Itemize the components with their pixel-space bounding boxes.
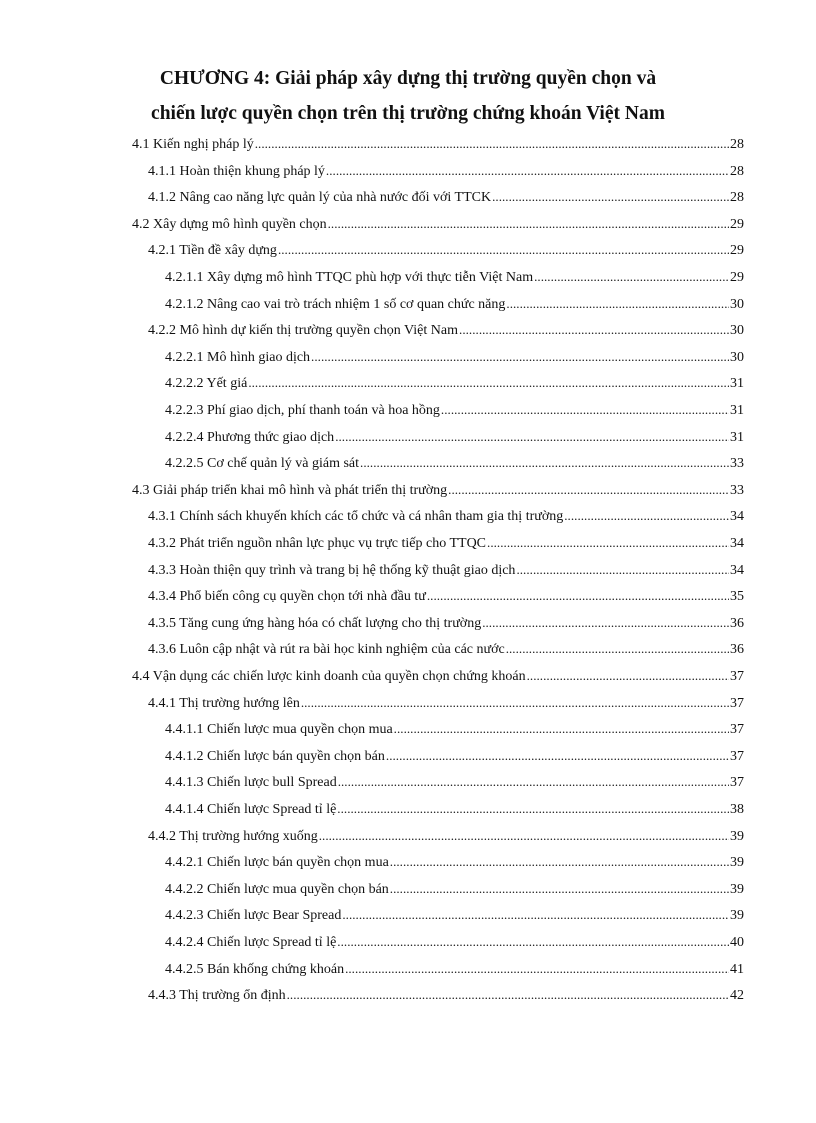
toc-dot-leader xyxy=(441,400,729,421)
toc-entry-label: 4.4.2.4 Chiến lược Spread tỉ lệ xyxy=(165,935,337,950)
toc-dot-leader xyxy=(255,134,729,155)
toc-entry-label: 4.3.1 Chính sách khuyến khích các tổ chức và cá nhân tham gia thị trường xyxy=(148,509,564,525)
toc-entry[interactable] xyxy=(148,533,744,553)
toc-entry-page-number: 33 xyxy=(730,482,744,498)
toc-entry-label: 4.2 Xây dựng mô hình quyền chọn xyxy=(132,216,327,232)
toc-entry-label: 4.2.2.1 Mô hình giao dịch xyxy=(165,349,311,365)
toc-entry[interactable] xyxy=(148,639,744,659)
toc-entry-page-number: 30 xyxy=(730,296,744,312)
toc-entry-page-number: 35 xyxy=(730,589,744,605)
toc-entry-label: 4.2.2 Mô hình dự kiến thị trường quyền chọn Việt Nam xyxy=(148,323,459,339)
toc-entry-label: 4.2.1 Tiền đề xây dựng xyxy=(148,243,277,259)
toc-entry-page-number: 36 xyxy=(730,615,744,631)
toc-dot-leader xyxy=(248,373,729,394)
toc-entry-label: 4.4 Vận dụng các chiến lược kinh doanh của quyền chọn chứng khoán xyxy=(132,669,526,684)
toc-entry[interactable] xyxy=(165,267,744,287)
toc-entry-page-number: 29 xyxy=(730,216,744,232)
toc-entry-label: 4.2.1.2 Nâng cao vai trò trách nhiệm 1 số cơ quan chức năng xyxy=(165,296,506,312)
toc-entry[interactable] xyxy=(165,453,744,473)
toc-entry-label: 4.4.2.1 Chiến lược bán quyền chọn mua xyxy=(165,855,389,871)
toc-dot-leader xyxy=(360,453,729,474)
toc-entry[interactable] xyxy=(148,613,744,633)
toc-entry-page-number: 28 xyxy=(730,190,744,206)
toc-dot-leader xyxy=(506,639,729,660)
toc-dot-leader xyxy=(287,985,729,1006)
toc-entry-page-number: 30 xyxy=(730,323,744,339)
toc-entry-label: 4.4.1.2 Chiến lược bán quyền chọn bán xyxy=(165,748,385,764)
toc-entry-label: 4.4.2 Thị trường hướng xuống xyxy=(148,828,318,844)
chapter-title-line-1: CHƯƠNG 4: Giải pháp xây dựng thị trường quyền chọn và xyxy=(159,68,657,89)
toc-dot-leader xyxy=(328,214,729,235)
toc-entry-label: 4.4.2.2 Chiến lược mua quyền chọn bán xyxy=(165,881,389,897)
toc-entry-page-number: 37 xyxy=(730,669,744,684)
toc-dot-leader xyxy=(338,772,729,793)
toc-entry-page-number: 41 xyxy=(730,961,744,977)
toc-entry-label: 4.3.6 Luôn cập nhật và rút ra bài học kinh nghiệm của các nước xyxy=(148,642,505,658)
toc-entry[interactable] xyxy=(165,347,744,367)
toc-entry-page-number: 37 xyxy=(730,722,744,738)
toc-entry[interactable] xyxy=(132,134,744,154)
toc-entry-page-number: 37 xyxy=(730,695,744,711)
toc-entry[interactable] xyxy=(148,693,744,713)
toc-entry[interactable] xyxy=(148,320,744,340)
toc-dot-leader xyxy=(311,347,729,368)
toc-entry-page-number: 34 xyxy=(730,562,744,578)
toc-dot-leader xyxy=(319,826,729,847)
toc-entry-label: 4.2.2.3 Phí giao dịch, phí thanh toán và hoa hồng xyxy=(165,403,440,418)
toc-entry-label: 4.2.2.5 Cơ chế quản lý và giám sát xyxy=(165,456,360,472)
toc-entry-page-number: 39 xyxy=(730,855,744,871)
toc-entry[interactable] xyxy=(148,586,744,606)
toc-entry-label: 4.2.2.2 Yết giá xyxy=(165,376,248,392)
toc-dot-leader xyxy=(337,799,729,820)
toc-entry-page-number: 28 xyxy=(730,137,744,152)
toc-entry-label: 4.3.4 Phổ biến công cụ quyền chọn tới nhà đầu tư xyxy=(148,589,426,605)
toc-entry-page-number: 29 xyxy=(730,270,744,285)
toc-dot-leader xyxy=(394,719,729,740)
toc-dot-leader xyxy=(326,161,729,182)
toc-dot-leader xyxy=(459,320,729,341)
toc-entry-page-number: 31 xyxy=(730,429,744,445)
toc-entry[interactable] xyxy=(132,666,744,686)
toc-entry[interactable] xyxy=(165,799,744,819)
toc-dot-leader xyxy=(390,879,729,900)
toc-entry-label: 4.1.2 Nâng cao năng lực quản lý của nhà nước đối với TTCK xyxy=(148,190,492,206)
toc-entry-label: 4.4.3 Thị trường ổn định xyxy=(148,988,286,1004)
toc-entry-label: 4.4.2.3 Chiến lược Bear Spread xyxy=(165,908,342,924)
toc-entry-page-number: 37 xyxy=(730,775,744,791)
toc-entry-label: 4.3 Giải pháp triển khai mô hình và phát triển thị trường xyxy=(132,482,448,498)
toc-entry-page-number: 40 xyxy=(730,935,744,950)
toc-dot-leader xyxy=(516,560,729,581)
toc-dot-leader xyxy=(482,613,729,634)
toc-dot-leader xyxy=(534,267,729,288)
toc-entry-label: 4.3.5 Tăng cung ứng hàng hóa có chất lượng cho thị trường xyxy=(148,615,482,631)
toc-entry-label: 4.2.2.4 Phương thức giao dịch xyxy=(165,429,335,445)
toc-entry-page-number: 39 xyxy=(730,828,744,844)
toc-entry[interactable] xyxy=(148,985,744,1005)
toc-entry-label: 4.2.1.1 Xây dựng mô hình TTQC phù hợp với thực tiễn Việt Nam xyxy=(165,270,534,285)
toc-entry-page-number: 36 xyxy=(730,642,744,658)
toc-entry[interactable] xyxy=(165,905,744,925)
toc-entry-label: 4.1 Kiến nghị pháp lý xyxy=(132,137,254,152)
toc-entry-label: 4.3.2 Phát triển nguồn nhân lực phục vụ trực tiếp cho TTQC xyxy=(148,536,487,551)
toc-dot-leader xyxy=(527,666,729,687)
toc-entry-label: 4.4.1.1 Chiến lược mua quyền chọn mua xyxy=(165,722,393,738)
toc-dot-leader xyxy=(427,586,729,607)
toc-entry[interactable] xyxy=(165,879,744,899)
toc-entry[interactable] xyxy=(148,560,744,580)
toc-entry-label: 4.1.1 Hoàn thiện khung pháp lý xyxy=(148,163,325,179)
toc-entry[interactable] xyxy=(165,852,744,872)
toc-entry-label: 4.4.1.3 Chiến lược bull Spread xyxy=(165,775,337,791)
toc-entry-page-number: 39 xyxy=(730,881,744,897)
toc-entry[interactable] xyxy=(165,719,744,739)
toc-entry-page-number: 31 xyxy=(730,376,744,392)
toc-entry-label: 4.4.2.5 Bán khống chứng khoán xyxy=(165,961,345,977)
toc-entry[interactable] xyxy=(148,826,744,846)
toc-entry-page-number: 34 xyxy=(730,536,744,551)
toc-dot-leader xyxy=(390,852,729,873)
toc-entry-page-number: 42 xyxy=(730,988,744,1004)
toc-entry-page-number: 33 xyxy=(730,456,744,472)
toc-entry[interactable] xyxy=(148,240,744,260)
toc-entry[interactable] xyxy=(165,373,744,393)
chapter-title-line-2: chiến lược quyền chọn trên thị trường chứng khoán Việt Nam xyxy=(151,103,665,124)
toc-dot-leader xyxy=(345,959,729,980)
toc-entry[interactable] xyxy=(132,214,744,234)
toc-entry[interactable] xyxy=(148,506,744,526)
toc-entry[interactable] xyxy=(165,959,744,979)
toc-dot-leader xyxy=(564,506,729,527)
toc-entry[interactable] xyxy=(165,427,744,447)
toc-entry-page-number: 31 xyxy=(730,403,744,418)
toc-entry-page-number: 30 xyxy=(730,349,744,365)
toc-entry-label: 4.4.1.4 Chiến lược Spread tỉ lệ xyxy=(165,802,337,817)
toc-entry[interactable] xyxy=(165,294,744,314)
toc-entry[interactable] xyxy=(165,746,744,766)
toc-dot-leader xyxy=(335,427,729,448)
toc-dot-leader xyxy=(301,693,729,714)
toc-entry[interactable] xyxy=(132,480,744,500)
toc-entry-label: 4.3.3 Hoàn thiện quy trình và trang bị hệ thống kỹ thuật giao dịch xyxy=(148,562,516,578)
toc-dot-leader xyxy=(487,533,729,554)
toc-entry-page-number: 37 xyxy=(730,748,744,764)
toc-dot-leader xyxy=(492,187,729,208)
toc-entry-page-number: 38 xyxy=(730,802,744,817)
toc-dot-leader xyxy=(386,746,729,767)
toc-entry[interactable] xyxy=(165,400,744,420)
toc-dot-leader xyxy=(337,932,729,953)
toc-entry-page-number: 29 xyxy=(730,243,744,259)
toc-dot-leader xyxy=(448,480,729,501)
toc-entry[interactable] xyxy=(165,932,744,952)
toc-entry-page-number: 39 xyxy=(730,908,744,924)
toc-dot-leader xyxy=(506,294,729,315)
toc-entry-page-number: 34 xyxy=(730,509,744,525)
toc-dot-leader xyxy=(278,240,729,261)
toc-entry[interactable] xyxy=(165,772,744,792)
toc-entry[interactable] xyxy=(148,161,744,181)
toc-dot-leader xyxy=(342,905,729,926)
toc-entry-page-number: 28 xyxy=(730,163,744,179)
toc-entry-label: 4.4.1 Thị trường hướng lên xyxy=(148,695,300,711)
toc-entry[interactable] xyxy=(148,187,744,207)
